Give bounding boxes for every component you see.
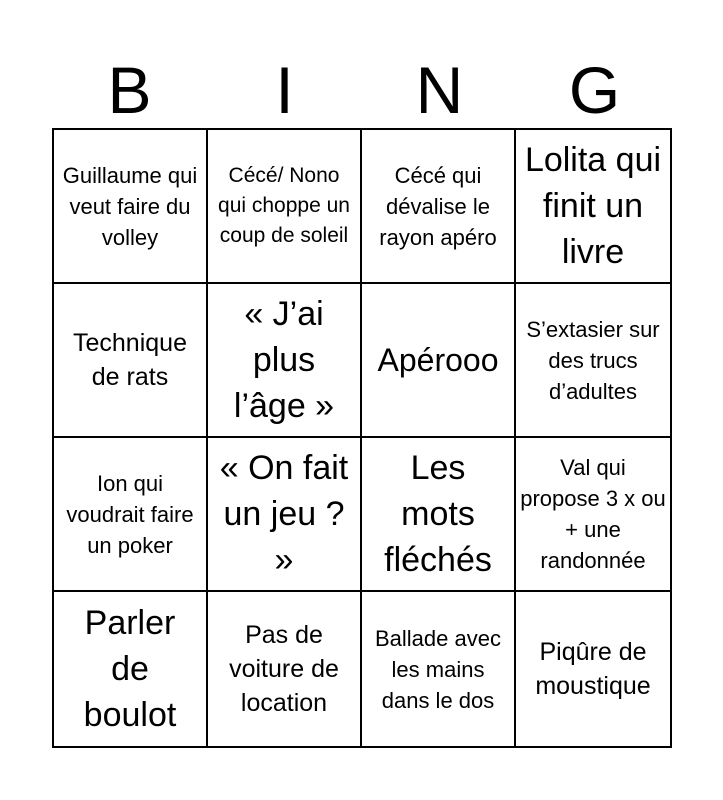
bingo-cell-r3c4[interactable]: Val qui propose 3 x ou + une randonnée	[516, 438, 670, 592]
bingo-cell-r2c1[interactable]: Technique de rats	[54, 284, 208, 438]
header-letter-b: B	[107, 53, 152, 127]
bingo-cell-r4c3[interactable]: Ballade avec les mains dans le dos	[362, 592, 516, 746]
bingo-cell-r3c3[interactable]: Les mots fléchés	[362, 438, 516, 592]
bingo-cell-r1c4[interactable]: Lolita qui finit un livre	[516, 130, 670, 284]
bingo-cell-r4c2[interactable]: Pas de voiture de location	[208, 592, 362, 746]
bingo-cell-r1c3[interactable]: Cécé qui dévalise le rayon apéro	[362, 130, 516, 284]
bingo-cell-r3c1[interactable]: Ion qui voudrait faire un poker	[54, 438, 208, 592]
bingo-cell-r1c2[interactable]: Cécé/ Nono qui choppe un coup de soleil	[208, 130, 362, 284]
bingo-header	[52, 50, 672, 130]
bingo-cell-r3c2[interactable]: « On fait un jeu ? »	[208, 438, 362, 592]
bingo-cell-r2c3[interactable]: Apérooo	[362, 284, 516, 438]
bingo-cell-r1c1[interactable]: Guillaume qui veut faire du volley	[54, 130, 208, 284]
header-letter-n: N	[415, 53, 464, 127]
bingo-cell-r2c4[interactable]: S’extasier sur des trucs d’adultes	[516, 284, 670, 438]
bingo-cell-r2c2[interactable]: « J’ai plus l’âge »	[208, 284, 362, 438]
bingo-cell-r4c4[interactable]: Piqûre de moustique	[535, 638, 651, 700]
bingo-cell-r4c1[interactable]: Parler de boulot	[54, 592, 208, 746]
header-letter-i: I	[275, 53, 294, 127]
bingo-card-grid	[52, 128, 672, 748]
header-letter-g: G	[568, 53, 621, 127]
